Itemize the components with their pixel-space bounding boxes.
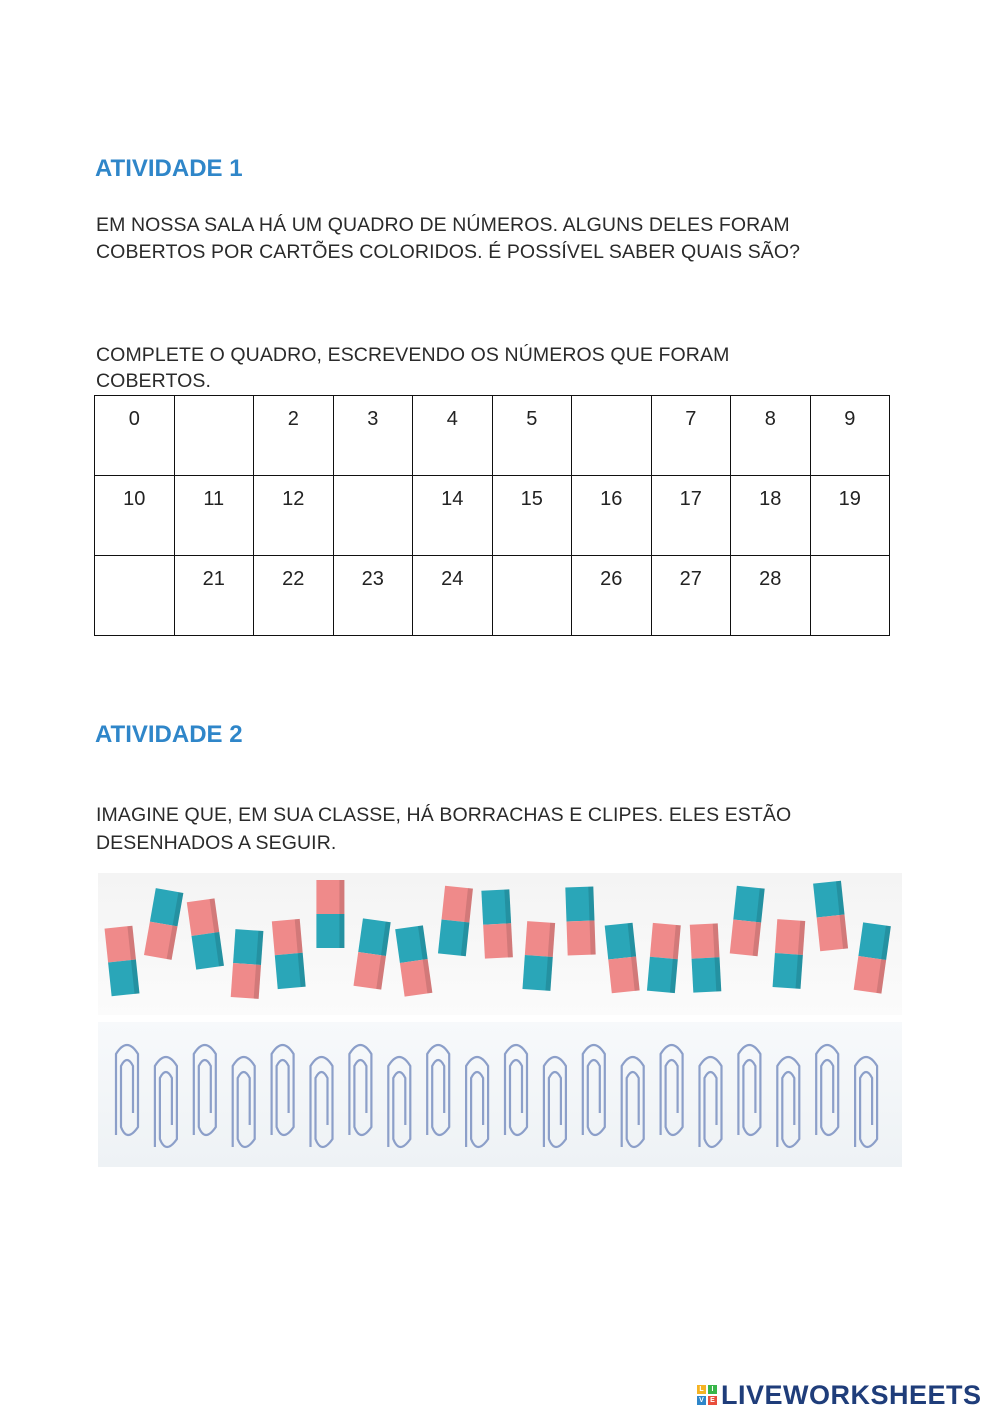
paper-clip: [855, 1057, 877, 1147]
grid-cell-blank[interactable]: [810, 556, 890, 636]
grid-cell-number: 28: [731, 556, 811, 636]
grid-cell-number: 15: [492, 476, 572, 556]
missing-number-input[interactable]: [497, 568, 567, 608]
grid-cell-number: 8: [731, 396, 811, 476]
grid-cell-number: 4: [413, 396, 493, 476]
grid-cell-number: 16: [572, 476, 652, 556]
eraser: [316, 880, 344, 948]
missing-number-input[interactable]: [338, 488, 408, 528]
paper-clip: [738, 1045, 760, 1135]
paper-clip: [544, 1057, 566, 1147]
eraser: [605, 923, 640, 994]
logo-badge: [697, 1385, 717, 1405]
eraser: [438, 886, 473, 957]
eraser: [565, 887, 595, 956]
liveworksheets-logo: [697, 1378, 982, 1412]
paper-clip: [155, 1057, 177, 1147]
activity-1-instruction: [96, 342, 916, 394]
eraser: [353, 918, 390, 989]
paper-clip: [816, 1045, 838, 1135]
grid-cell-number: 18: [731, 476, 811, 556]
grid-cell-number: 2: [254, 396, 334, 476]
instruction-line: COBERTOS.: [96, 370, 212, 392]
activity-2-intro: [96, 801, 916, 857]
grid-cell-blank[interactable]: [95, 556, 175, 636]
eraser: [854, 922, 891, 993]
paper-clip: [661, 1045, 683, 1135]
missing-number-input[interactable]: [179, 408, 249, 448]
activity-1-heading: ATIVIDADE 1: [95, 155, 243, 182]
eraser: [272, 919, 306, 989]
grid-cell-number: 10: [95, 476, 175, 556]
eraser: [730, 886, 765, 957]
grid-row: [95, 476, 890, 556]
intro-line: DESENHADOS A SEGUIR.: [96, 832, 337, 854]
eraser: [144, 888, 183, 960]
grid-cell-number: 24: [413, 556, 493, 636]
paper-clip: [388, 1057, 410, 1147]
logo-wordmark: LIVEWORKSHEETS: [721, 1379, 982, 1410]
number-grid: [94, 395, 890, 636]
intro-line: IMAGINE QUE, EM SUA CLASSE, HÁ BORRACHAS E CLIPES. ELES ESTÃO: [96, 804, 792, 826]
paper-clip: [622, 1057, 644, 1147]
erasers-illustration: [98, 873, 902, 1015]
paper-clip: [505, 1045, 527, 1135]
grid-cell-number: 11: [174, 476, 254, 556]
paper-clip: [466, 1057, 488, 1147]
grid-cell-blank[interactable]: [492, 556, 572, 636]
paper-clip: [583, 1045, 605, 1135]
missing-number-input[interactable]: [815, 568, 885, 608]
grid-cell-blank[interactable]: [572, 396, 652, 476]
grid-cell-number: 22: [254, 556, 334, 636]
erasers-drawing: [98, 873, 902, 1015]
eraser: [231, 929, 264, 999]
instruction-line: COMPLETE O QUADRO, ESCREVENDO OS NÚMEROS QUE FORAM: [96, 344, 730, 366]
eraser: [813, 881, 848, 952]
paper-clips-drawing: [98, 1022, 902, 1167]
logo-badge-letter: E: [708, 1396, 717, 1405]
eraser: [690, 923, 722, 992]
missing-number-input[interactable]: [99, 568, 169, 608]
grid-cell-number: 12: [254, 476, 334, 556]
paper-clip: [233, 1057, 255, 1147]
grid-cell-blank[interactable]: [174, 396, 254, 476]
grid-cell-number: 17: [651, 476, 731, 556]
paper-clips-illustration: [98, 1022, 902, 1167]
paper-clip: [700, 1057, 722, 1147]
eraser-shade: [339, 880, 344, 948]
grid-cell-number: 3: [333, 396, 413, 476]
grid-cell-number: 21: [174, 556, 254, 636]
grid-cell-number: 14: [413, 476, 493, 556]
grid-cell-number: 27: [651, 556, 731, 636]
grid-cell-blank[interactable]: [333, 476, 413, 556]
grid-row: [95, 396, 890, 476]
paper-clip: [272, 1045, 294, 1135]
eraser: [395, 925, 432, 996]
missing-number-input[interactable]: [576, 408, 646, 448]
paper-clip: [116, 1045, 138, 1135]
grid-cell-number: 5: [492, 396, 572, 476]
grid-cell-number: 7: [651, 396, 731, 476]
intro-line: EM NOSSA SALA HÁ UM QUADRO DE NÚMEROS. ALGUNS DELES FORAM: [96, 214, 790, 236]
activity-2-heading: ATIVIDADE 2: [95, 721, 243, 748]
activity-1-intro: [96, 212, 916, 266]
paper-clip: [777, 1057, 799, 1147]
paper-clip: [194, 1045, 216, 1135]
eraser: [481, 889, 513, 958]
logo-badge-letter: V: [697, 1396, 706, 1405]
eraser: [522, 921, 555, 991]
paper-clip: [311, 1057, 333, 1147]
logo-badge-letter: L: [697, 1385, 706, 1394]
grid-cell-number: 26: [572, 556, 652, 636]
grid-cell-number: 9: [810, 396, 890, 476]
intro-line: COBERTOS POR CARTÕES COLORIDOS. É POSSÍVEL SABER QUAIS SÃO?: [96, 241, 801, 263]
logo-badge-letter: I: [708, 1385, 717, 1394]
eraser: [773, 919, 806, 989]
paper-clip: [427, 1045, 449, 1135]
eraser: [105, 926, 140, 997]
eraser: [647, 923, 681, 993]
grid-cell-number: 0: [95, 396, 175, 476]
eraser: [187, 898, 224, 969]
paper-clip: [349, 1045, 371, 1135]
grid-row: [95, 556, 890, 636]
grid-cell-number: 19: [810, 476, 890, 556]
grid-cell-number: 23: [333, 556, 413, 636]
